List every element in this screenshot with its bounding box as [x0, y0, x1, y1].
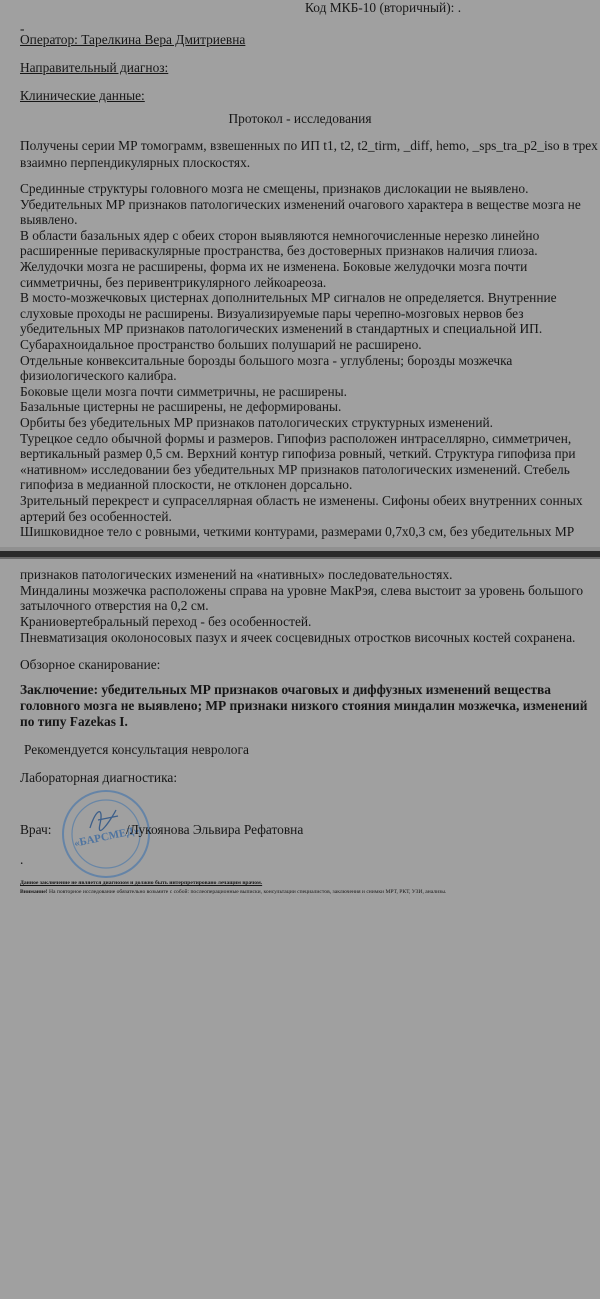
conclusion-line: Заключение: убедительных МР признаков очаговых и диффузных изменений вещества: [20, 682, 551, 697]
protocol-line: Субарахноидальное пространство больших полушарий не расширено.: [20, 337, 422, 352]
protocol-line: Желудочки мозга не расширены, форма их не изменена. Боковые желудочки мозга почти: [20, 259, 528, 274]
protocol-line: Отдельные конвекситальные борозды большого мозга - углублены; борозды мозжечка: [20, 352, 513, 368]
page-divider: [0, 551, 600, 559]
protocol-line: «нативном» исследовании без убедительных МР признаков патологических изменений. Стебель: [20, 461, 570, 477]
protocol-line: артерий без особенностей.: [20, 508, 172, 524]
protocol-line: Турецкое седло обычной формы и размеров. Гипофиз расположен интраселлярно, симметричен,: [20, 430, 572, 446]
lab-diagnostics-label: Лабораторная диагностика:: [20, 770, 178, 785]
attention-label: Внимание!: [20, 889, 48, 895]
protocol-line: расширенные периваскулярные пространства, без достоверных признаков наличия глиоза.: [20, 243, 538, 259]
protocol-line: признаков патологических изменений на «нативных» последовательностях.: [20, 567, 453, 582]
svg-text:«БАРСМЕД»: «БАРСМЕД»: [73, 824, 141, 850]
protocol-line: Убедительных МР признаков патологических изменений очагового характера в веществе мозга не: [20, 196, 581, 212]
conclusion-line: головного мозга не выявлено; МР признаки низкого стояния миндалин мозжечка, изменений: [20, 698, 588, 713]
clinical-data-field: Клинические данные:: [20, 88, 145, 103]
intro-line: взаимно перпендикулярных плоскостях.: [20, 155, 251, 170]
protocol-line: слуховые проходы не расширены. Визуализируемые пары черепно-мозговых нервов без: [20, 305, 524, 321]
survey-scan-label: Обзорное сканирование:: [20, 657, 161, 672]
protocol-line: В мосто-мозжечковых цистернах дополнительных МР сигналов не определяется. Внутренние: [20, 290, 557, 306]
disclaimer: Данное заключение не является диагнозом и должно быть интерпретировано лечащим врачом.: [20, 880, 263, 886]
protocol-line: затылочного отверстия на 0,2 см.: [20, 598, 209, 614]
protocol-line: Срединные структуры головного мозга не смещены, признаков дислокации не выявлено.: [20, 181, 529, 196]
protocol-line: Шишковидное тело с ровными, четкими контурами, размерами 0,7х0,3 см, без убедительных МР: [20, 524, 575, 540]
attention-note: [20, 889, 446, 896]
protocol-line: Боковые щели мозга почти симметричны, не расширены.: [20, 383, 347, 399]
referral-diagnosis-field: Направительный диагноз:: [20, 60, 169, 75]
protocol-title: Протокол - исследования: [228, 111, 372, 126]
intro-line: Получены серии МР томограмм, взвешенных по ИП t1, t2, t2_tirm, _diff, hemo, _sps_tra_p2_iso в трех: [20, 138, 598, 153]
conclusion-line: по типу Fazekas I.: [20, 714, 128, 729]
protocol-line: Орбиты без убедительных МР признаков патологических структурных изменений.: [20, 415, 494, 430]
doctor-label: Врач:: [20, 822, 52, 837]
protocol-line: Миндалины мозжечка расположены справа на уровне МакРэя, слева выстоит за уровень большого: [20, 582, 584, 598]
protocol-line: Базальные цистерны не расширены, не деформированы.: [20, 399, 342, 415]
doctor-name: /Лукоянова Эльвира Рефатовна: [126, 822, 304, 837]
protocol-line: гипофиза в медианной плоскости, не отклонен дорсально.: [20, 477, 353, 493]
attention-text: На повторное исследование обязательно возьмите с собой: послеоперационные выписки, консультации специалистов, заключения и снимки МРТ, РКТ, УЗИ, анализы.: [48, 889, 447, 895]
protocol-line: физиологического калибра.: [20, 368, 177, 384]
protocol-line: Зрительный перекрест и супраселлярная область не изменены. Сифоны обеих внутренних сонных: [20, 493, 583, 508]
protocol-line: убедительных МР признаков патологических изменений в стандартных и специальной ИП.: [20, 321, 543, 337]
protocol-line: Пневматизация околоносовых пазух и ячеек сосцевидных отростков височных костей сохранена.: [20, 629, 576, 645]
protocol-line: вертикальный размер 0,5 см. Верхний контур гипофиза ровный, четкий. Структура гипофиза при: [20, 446, 576, 462]
dot-mark: .: [20, 852, 24, 867]
operator-field: Оператор: Тарелкина Вера Дмитриевна: [20, 32, 246, 47]
icd-code-label: Код МКБ-10 (вторичный): .: [305, 0, 462, 15]
recommendation: Рекомендуется консультация невролога: [24, 742, 249, 757]
protocol-line: симметричны, без перивентрикулярного лейкоареоза.: [20, 274, 327, 290]
protocol-line: выявлено.: [20, 212, 78, 228]
protocol-line: Краниовертебральный переход - без особенностей.: [20, 614, 312, 630]
dash-mark: -: [20, 21, 25, 36]
protocol-line: В области базальных ядер с обеих сторон выявляются немногочисленные нерезко линейно: [20, 227, 540, 243]
